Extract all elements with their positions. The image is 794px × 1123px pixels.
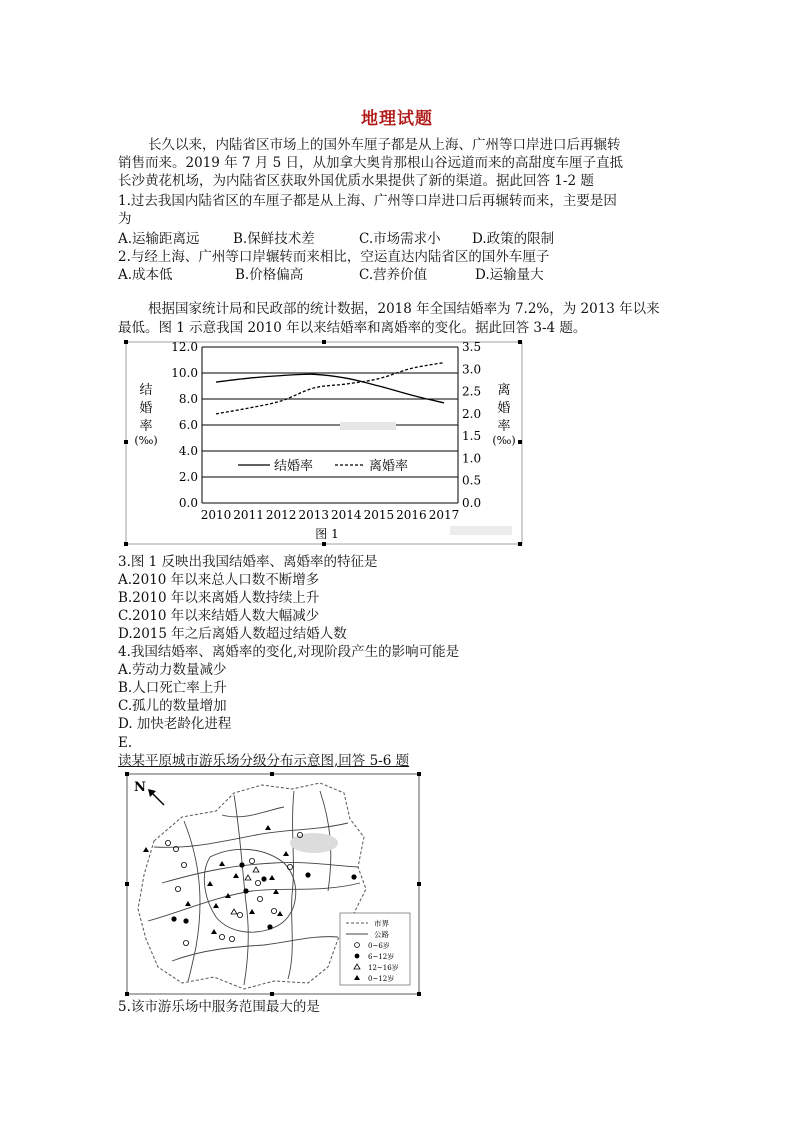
frame-handle — [124, 440, 128, 444]
frame-handle — [417, 772, 421, 776]
legend-6-12: 6~12岁 — [368, 953, 395, 961]
q1-option-b: B.保鲜技术差 — [233, 231, 315, 247]
right-tick-label: 3.0 — [462, 362, 482, 377]
legend-6-12-swatch — [355, 954, 360, 959]
legend-0-6: 0~6岁 — [368, 942, 390, 950]
q3-stem: 3.图 1 反映出我国结婚率、离婚率的特征是 — [118, 554, 378, 570]
x-tick-label: 2014 — [331, 508, 362, 522]
q1-option-c: C.市场需求小 — [359, 231, 441, 247]
left-axis-label-1: 结 — [139, 383, 153, 398]
frame-handle — [124, 340, 128, 344]
left-tick-label: 0.0 — [178, 496, 198, 510]
right-axis-label-3: 率 — [497, 419, 511, 434]
watermark-blur — [340, 422, 396, 430]
chart-caption: 图 1 — [315, 527, 339, 541]
left-axis-label-3: 率 — [139, 419, 153, 434]
x-tick-label: 2010 — [200, 508, 232, 522]
frame-handle — [270, 992, 274, 996]
q1-option-a: A.运输距离远 — [118, 231, 200, 247]
legend-road: 公路 — [374, 930, 389, 939]
park-6-12-marker — [351, 874, 356, 879]
page-title: 地理试题 — [361, 109, 433, 129]
q2-option-c: C.营养价值 — [359, 267, 428, 283]
frame-handle — [124, 542, 128, 546]
passage1-line-3: 长沙黄花机场，为内陆省区获取外国优质水果提供了新的渠道。据此回答 1-2 题 — [118, 173, 594, 189]
legend-marriage: 结婚率 — [274, 459, 314, 474]
q3-option-c: C.2010 年以来结婚人数大幅减少 — [118, 608, 320, 624]
x-tick-label: 2015 — [363, 508, 395, 522]
frame-handle — [322, 542, 326, 546]
left-tick-label: 6.0 — [178, 418, 198, 432]
q2-stem: 2.与经上海、广州等口岸辗转而来相比，空运直达内陆省区的国外车厘子 — [118, 249, 550, 265]
frame-handle — [518, 542, 522, 546]
passage1-line-2: 销售而来。2019 年 7 月 5 日，从加拿大奥肯那根山谷远道而来的高甜度车厘子直抵 — [118, 155, 623, 171]
right-tick-label: 0.0 — [462, 496, 482, 510]
right-tick-label: 3.5 — [462, 340, 482, 354]
right-tick-label: 1.5 — [462, 429, 482, 444]
park-6-12-marker — [183, 918, 188, 923]
frame-handle — [125, 882, 129, 886]
frame-handle — [270, 772, 274, 776]
right-tick-label: 2.5 — [462, 384, 482, 399]
q5-stem: 5.该市游乐场中服务范围最大的是 — [118, 999, 320, 1015]
q2-option-d: D.运输量大 — [475, 267, 544, 283]
q4-option-a: A.劳动力数量减少 — [118, 662, 227, 678]
q4-option-d: D. 加快老龄化进程 — [118, 716, 232, 732]
right-axis-label-unit: (‰) — [492, 434, 516, 447]
x-tick-label: 2016 — [396, 508, 427, 522]
divorce-rate-line — [216, 363, 444, 414]
frame-handle — [322, 340, 326, 344]
q3-option-d: D.2015 年之后离婚人数超过结婚人数 — [118, 626, 347, 642]
frame-handle — [518, 340, 522, 344]
right-axis-label-1: 离 — [497, 383, 511, 398]
watermark-blur — [450, 526, 512, 535]
marriage-divorce-chart — [122, 338, 530, 548]
right-tick-label: 1.0 — [462, 451, 482, 466]
passage2-line-2: 最低。图 1 示意我国 2010 年以来结婚率和离婚率的变化。据此回答 3-4 题。 — [118, 320, 587, 336]
right-axis-label-2: 婚 — [497, 401, 511, 416]
q3-option-a: A.2010 年以来总人口数不断增多 — [118, 572, 320, 588]
q4-option-e: E. — [118, 735, 133, 751]
q1-stem-cont: 为 — [118, 211, 132, 227]
passage2-line-1: 根据国家统计局和民政部的统计数据，2018 年全国结婚率为 7.2%，为 2013 年以来 — [148, 301, 660, 317]
park-6-12-marker — [267, 924, 272, 929]
passage1-line-1: 长久以来，内陆省区市场上的国外车厘子都是从上海、广州等口岸进口后再辗转 — [148, 137, 621, 153]
frame-handle — [417, 992, 421, 996]
left-tick-label: 4.0 — [178, 444, 198, 458]
x-tick-label: 2017 — [428, 508, 460, 522]
amusement-park-map — [124, 771, 422, 997]
q2-option-a: A.成本低 — [118, 267, 173, 283]
q4-option-c: C.孤儿的数量增加 — [118, 698, 227, 714]
park-6-12-marker — [239, 862, 244, 867]
frame-handle — [125, 992, 129, 996]
legend-boundary: 市界 — [374, 919, 389, 928]
q1-stem: 1.过去我国内陆省区的车厘子都是从上海、广州等口岸进口后再辗转而来，主要是因 — [118, 193, 617, 209]
left-tick-label: 2.0 — [178, 470, 198, 484]
left-axis-label-2: 婚 — [139, 401, 153, 416]
park-6-12-marker — [305, 872, 310, 877]
q4-stem: 4.我国结婚率、离婚率的变化,对现阶段产生的影响可能是 — [118, 644, 460, 660]
q2-option-b: B.价格偏高 — [235, 267, 304, 283]
x-tick-label: 2013 — [298, 508, 329, 522]
legend-12-16: 12~16岁 — [368, 964, 399, 972]
map-intro: 读某平原城市游乐场分级分布示意图,回答 5-6 题 — [118, 753, 410, 769]
left-tick-label: 10.0 — [171, 366, 198, 380]
q1-option-d: D.政策的限制 — [472, 231, 555, 247]
q4-option-b: B.人口死亡率上升 — [118, 680, 227, 696]
frame-handle — [125, 772, 129, 776]
left-axis-label-unit: (‰) — [134, 434, 158, 447]
frame-handle — [417, 882, 421, 886]
q3-option-b: B.2010 年以来离婚人数持续上升 — [118, 590, 320, 606]
park-6-12-marker — [261, 876, 266, 881]
left-tick-label: 12.0 — [171, 340, 198, 354]
right-tick-label: 2.0 — [462, 406, 482, 421]
left-tick-label: 8.0 — [178, 392, 198, 406]
legend-divorce: 离婚率 — [369, 459, 409, 474]
park-6-12-marker — [171, 916, 176, 921]
legend-0-12: 0~12岁 — [368, 975, 395, 983]
x-tick-label: 2011 — [233, 508, 264, 522]
north-label: N — [134, 780, 146, 795]
x-tick-label: 2012 — [265, 508, 297, 522]
right-tick-label: 0.5 — [462, 473, 482, 488]
park-6-12-marker — [243, 888, 248, 893]
frame-handle — [518, 440, 522, 444]
